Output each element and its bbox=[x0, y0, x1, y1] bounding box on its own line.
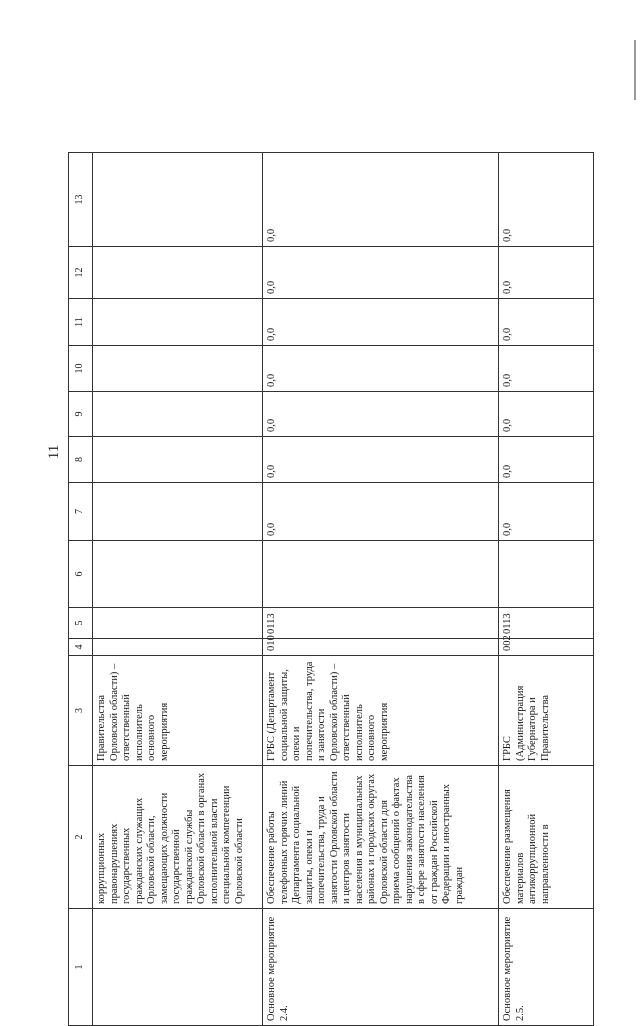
cell-col6 bbox=[263, 541, 499, 608]
cell-description: коррупционных правонарушениях государственных гражданских служащих Орловской области, замещающих должности государственной гражданской службы Орловской области в органах исполнительной власти специальной компетенции Орловской области bbox=[93, 766, 263, 909]
cell-col7 bbox=[93, 483, 263, 541]
cell-col10: 0,0 bbox=[263, 346, 499, 392]
header-row bbox=[69, 153, 93, 1026]
cell-col13 bbox=[93, 153, 263, 247]
cell-grbs-code: 002 bbox=[499, 639, 594, 656]
cell-measure bbox=[93, 909, 263, 1026]
cell-col13: 0,0 bbox=[263, 153, 499, 247]
cell-col6 bbox=[93, 541, 263, 608]
cell-col9 bbox=[93, 392, 263, 437]
header-cell: 8 bbox=[69, 437, 93, 483]
header-cell: 9 bbox=[69, 392, 93, 437]
cell-col10 bbox=[93, 346, 263, 392]
cell-col8 bbox=[93, 437, 263, 483]
table-row bbox=[499, 153, 594, 1026]
cell-col11: 0,0 bbox=[263, 299, 499, 346]
header-cell: 5 bbox=[69, 608, 93, 639]
header-cell: 13 bbox=[69, 153, 93, 247]
cell-executor: Правительства Орловской области) – ответственный исполнитель основного мероприятия bbox=[93, 656, 263, 766]
header-cell: 2 bbox=[69, 766, 93, 909]
table-row bbox=[93, 153, 263, 1026]
header-cell: 6 bbox=[69, 541, 93, 608]
cell-description: Обеспечение работы телефонных горячих линий Департамента социальной защиты, опеки и попечительства, труда и занятости Орловской области и центров занятости населения в муниципальных районах и городских округах Орловской области для приема сообщений о фактах нарушения законодательства в сфере занятости населения от граждан Российской Федерации и иностранных граждан bbox=[263, 766, 499, 909]
cell-executor: ГРБС (Администрация Губернатора и Правительства bbox=[499, 656, 594, 766]
cell-measure: Основное мероприятие 2.4. bbox=[263, 909, 499, 1026]
cell-col12: 0,0 bbox=[499, 247, 594, 299]
header-cell: 10 bbox=[69, 346, 93, 392]
header-cell: 3 bbox=[69, 656, 93, 766]
cell-col10: 0,0 bbox=[499, 346, 594, 392]
cell-col12 bbox=[93, 247, 263, 299]
cell-col9: 0,0 bbox=[263, 392, 499, 437]
cell-description: Обеспечение размещения материалов антикоррупционной направленности в bbox=[499, 766, 594, 909]
budget-table bbox=[68, 152, 594, 1026]
cell-col8: 0,0 bbox=[263, 437, 499, 483]
scan-edge-mark bbox=[634, 40, 636, 100]
header-cell: 12 bbox=[69, 247, 93, 299]
cell-col9: 0,0 bbox=[499, 392, 594, 437]
cell-executor: ГРБС (Департамент социальной защиты, опеки и попечительства, труда и занятости Орловской области) – ответственный исполнитель основного мероприятия bbox=[263, 656, 499, 766]
cell-section-code bbox=[93, 608, 263, 639]
cell-grbs-code bbox=[93, 639, 263, 656]
cell-col7: 0,0 bbox=[263, 483, 499, 541]
cell-col11: 0,0 bbox=[499, 299, 594, 346]
cell-grbs-code: 010 bbox=[263, 639, 499, 656]
cell-measure: Основное мероприятие 2.5. bbox=[499, 909, 594, 1026]
cell-col6 bbox=[499, 541, 594, 608]
header-cell: 11 bbox=[69, 299, 93, 346]
cell-col12: 0,0 bbox=[263, 247, 499, 299]
header-cell: 4 bbox=[69, 639, 93, 656]
cell-section-code: 0113 bbox=[263, 608, 499, 639]
cell-col11 bbox=[93, 299, 263, 346]
table-row bbox=[263, 153, 499, 1026]
page-number: 11 bbox=[46, 444, 62, 460]
header-cell: 1 bbox=[69, 909, 93, 1026]
cell-section-code: 0113 bbox=[499, 608, 594, 639]
header-cell: 7 bbox=[69, 483, 93, 541]
cell-col7: 0,0 bbox=[499, 483, 594, 541]
cell-col8: 0,0 bbox=[499, 437, 594, 483]
cell-col13: 0,0 bbox=[499, 153, 594, 247]
